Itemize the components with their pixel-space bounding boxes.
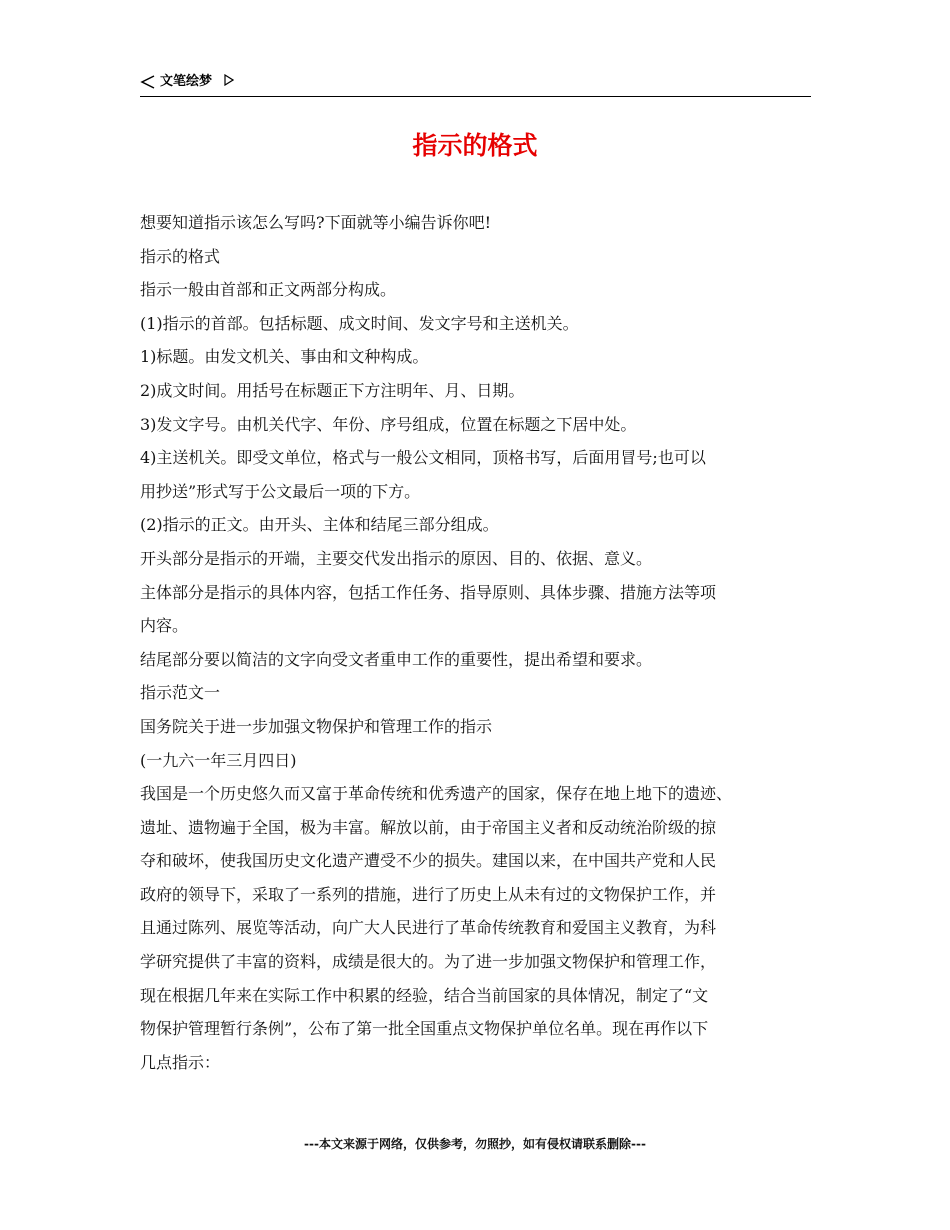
body-line: 且通过陈列、展览等活动，向广大人民进行了革命传统教育和爱国主义教育，为科	[140, 918, 717, 938]
page-footer: ---本文来源于网络，仅供参考，勿照抄，如有侵权请联系删除---	[304, 1137, 646, 1151]
body-line: 主体部分是指示的具体内容，包括工作任务、指导原则、具体步骤、措施方法等项	[140, 582, 717, 602]
body-line: 政府的领导下，采取了一系列的措施，进行了历史上从未有过的文物保护工作，并	[140, 884, 717, 904]
triangle-right-icon	[224, 74, 234, 86]
triangle-left-icon	[140, 74, 156, 90]
body-line: 想要知道指示该怎么写吗?下面就等小编告诉你吧!	[140, 213, 492, 232]
body-line: 遗址、遗物遍于全国，极为丰富。解放以前，由于帝国主义者和反动统治阶级的掠	[140, 817, 717, 837]
body-line: 指示范文一	[140, 683, 221, 703]
body-line: 内容。	[140, 616, 189, 636]
body-line: 3)发文字号。由机关代字、年份、序号组成，位置在标题之下居中处。	[140, 414, 637, 434]
body-line: 2)成文时间。用括号在标题正下方注明年、月、日期。	[140, 380, 525, 400]
document-body	[140, 206, 816, 1079]
body-line: 我国是一个历史悠久而又富于革命传统和优秀遗产的国家，保存在地上地下的遗迹、	[140, 784, 733, 804]
body-line: 物保护管理暂行条例”，公布了第一批全国重点文物保护单位名单。现在再作以下	[140, 1019, 709, 1039]
body-line: (2)指示的正文。由开头、主体和结尾三部分组成。	[140, 515, 499, 535]
body-line: 夺和破坏，使我国历史文化遗产遭受不少的损失。建国以来，在中国共产党和人民	[140, 851, 717, 871]
body-line: 1)标题。由发文机关、事由和文种构成。	[140, 347, 429, 367]
body-line: (1)指示的首部。包括标题、成文时间、发文字号和主送机关。	[140, 313, 579, 333]
body-line: (一九六一年三月四日)	[140, 750, 297, 770]
body-line: 学研究提供了丰富的资料，成绩是很大的。为了进一步加强文物保护和管理工作，	[140, 952, 717, 972]
body-line: 国务院关于进一步加强文物保护和管理工作的指示	[140, 716, 493, 736]
body-line: 用抄送”形式写于公文最后一项的下方。	[140, 481, 421, 501]
body-line: 指示的格式	[140, 246, 221, 266]
body-line: 现在根据几年来在实际工作中积累的经验，结合当前国家的具体情况，制定了“文	[140, 985, 709, 1005]
page-title: 指示的格式	[412, 131, 538, 160]
body-line: 开头部分是指示的开端，主要交代发出指示的原因、目的、依据、意义。	[140, 548, 653, 568]
body-line: 4)主送机关。即受文单位，格式与一般公文相同，顶格书写，后面用冒号;也可以	[140, 448, 706, 468]
body-line: 几点指示：	[140, 1052, 221, 1072]
body-line: 指示一般由首部和正文两部分构成。	[140, 280, 397, 300]
page-header	[140, 72, 811, 97]
brand-name: 文笔绘梦	[160, 74, 213, 89]
body-line: 结尾部分要以简洁的文字向受文者重申工作的重要性，提出希望和要求。	[140, 649, 653, 669]
